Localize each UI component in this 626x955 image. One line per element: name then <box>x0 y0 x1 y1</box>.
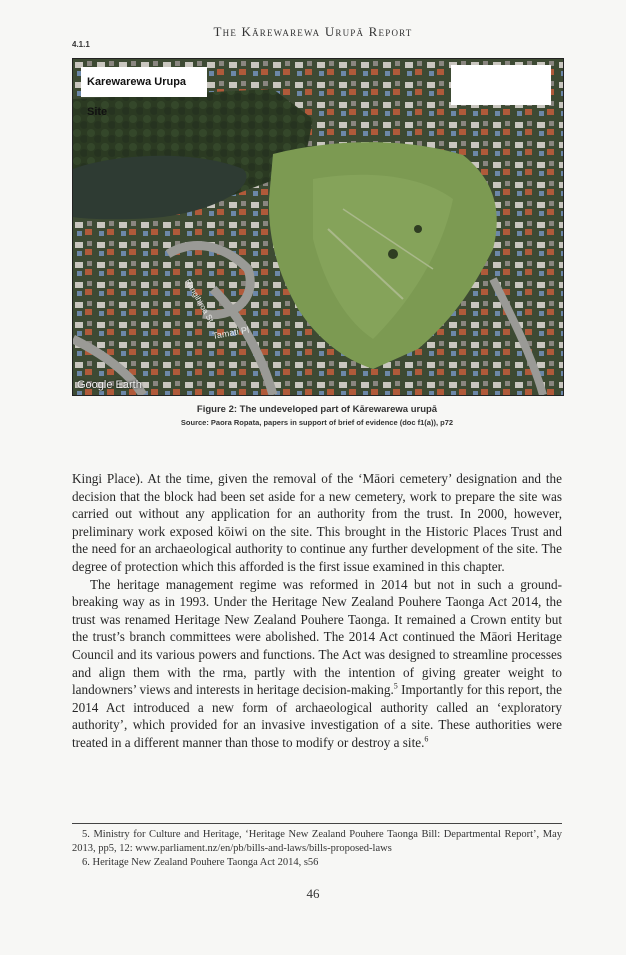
aerial-map-figure <box>72 58 564 396</box>
map-site-label: Karewarewa Urupa Site <box>81 67 207 97</box>
google-earth-watermark: Google Earth <box>77 379 142 391</box>
aerial-photo <box>73 59 563 395</box>
page-number: 46 <box>306 886 320 901</box>
running-head: The Kārewarewa Urupā Report <box>213 24 413 39</box>
footnote-ref-6[interactable]: 6 <box>424 734 429 744</box>
footnote-5: 5. Ministry for Culture and Heritage, ‘Heritage New Zealand Pouhere Taonga Bill: Departmental Report’, May 2013, pp5, 12: www.parliament.nz/en/pb/bills-and-laws/bills-proposed-laws <box>72 829 562 854</box>
street-label-rangihiroa: Rangihiroa St <box>183 277 216 324</box>
footnote-ref-5[interactable]: 5 <box>393 681 398 691</box>
body-text <box>72 470 562 752</box>
footnote-divider <box>72 823 562 824</box>
paragraph-2-part-b: Importantly for this report, the 2014 Act introduced a new form of archaeological authority called an ‘exploratory authority’, which provided for an invasive investigation of a site. These authorities were treated in a different manner than those to modify or destroy a site. <box>72 682 562 750</box>
caption-source: Source: Paora Ropata, papers in support of brief of evidence (doc f1(a)), p72 <box>180 418 454 427</box>
figure-caption <box>72 404 562 427</box>
footnote-6: 6. Heritage New Zealand Pouhere Taonga Act 2014, s56 <box>82 857 319 868</box>
street-label-tamati: Tamati Pl <box>211 324 250 341</box>
caption-title: Figure 2: The undeveloped part of Kārewarewa urupā <box>196 404 438 415</box>
map-blank-box <box>451 65 551 105</box>
paragraph-1: Kingi Place). At the time, given the removal of the ‘Māori cemetery’ designation and the decision that the block had been set aside for a new cemetery, work to prepare the site was carried out without any application for an authority from the trust. In 2000, however, preliminary work exposed kōiwi on the site. This brought in the Historic Places Trust and the need for an archaeological authority to continue any further development of the site. The degree of protection which this afforded is the first issue examined in this chapter. <box>72 471 562 574</box>
section-number: 4.1.1 <box>72 40 90 49</box>
paragraph-2-part-a: The heritage management regime was reformed in 2014 but not in such a ground-breaking way as in 1993. Under the Heritage New Zealand Pouhere Taonga Act 2014, the trust was renamed Heritage New Zealand Pouhere Taonga. It remained a Crown entity but the trust’s branch committees were abolished. The 2014 Act continued the Māori Heritage Council and its various powers and functions. The Act was designed to streamline processes and align them with the rma, partly with the intention of giving greater weight to landowners’ views and interests in heritage decision-making. <box>72 576 562 698</box>
footnotes <box>72 828 562 870</box>
paragraph-2 <box>72 576 562 752</box>
